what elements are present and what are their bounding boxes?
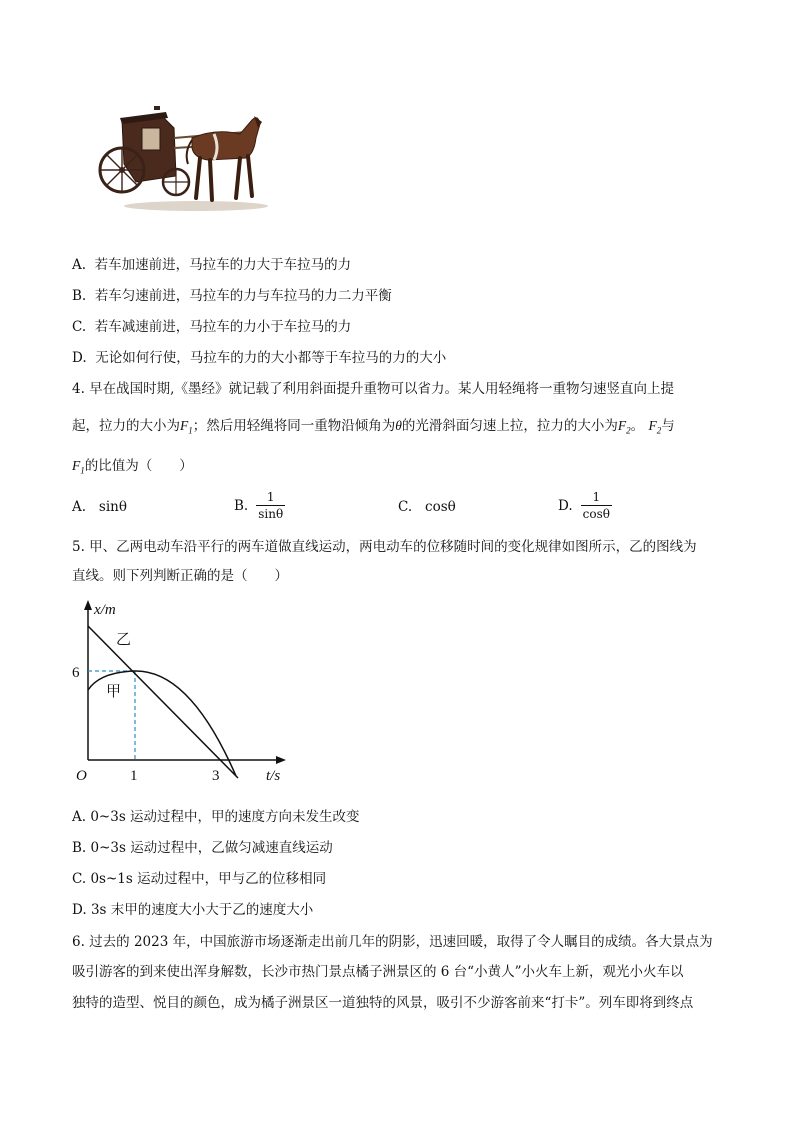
option-text: 若车匀速前进，马拉车的力与车拉马的力二力平衡 <box>94 288 392 304</box>
prev-option-b <box>72 287 392 305</box>
q4-text: 与 <box>661 418 675 434</box>
y-axis-label: x/m <box>94 602 116 618</box>
option-letter: A. <box>72 809 87 825</box>
option-letter: D. <box>72 350 87 366</box>
q4-text: 。 <box>630 418 645 434</box>
q4-text: 起，拉力的大小为 <box>72 418 180 434</box>
q4-stem-line3 <box>72 457 193 480</box>
symbol-f1: $F_1$ <box>180 418 193 436</box>
prev-option-c <box>72 318 351 336</box>
prev-option-a <box>72 256 351 274</box>
option-text: 若车加速前进，马拉车的力大于车拉马的力 <box>94 257 352 273</box>
option-letter: A. <box>72 499 87 515</box>
symbol-f2: $F_2$ <box>617 418 631 436</box>
q5-stem-line1: 5. 甲、乙两电动车沿平行的两车道做直线运动，两电动车的位移随时间的变化规律如图所示，乙的图线为 <box>72 539 697 555</box>
option-letter: B. <box>72 840 87 856</box>
curve-label-jia: 甲 <box>106 682 122 700</box>
option-text: 若车减速前进，马拉车的力小于车拉马的力 <box>94 319 352 335</box>
y-tick-label: 6 <box>72 665 80 681</box>
option-text: sinθ <box>98 499 127 515</box>
q5-stem-line2: 直线。则下列判断正确的是（ ） <box>72 568 288 584</box>
curve-label-yi: 乙 <box>116 630 132 648</box>
x-axis-label: t/s <box>266 768 281 784</box>
option-letter: C. <box>72 871 87 887</box>
x-tick-label: 1 <box>130 768 138 784</box>
q4-option-a <box>72 499 127 515</box>
option-letter: C. <box>72 319 87 335</box>
q4-stem-line1: 4. 早在战国时期,《墨经》就记载了利用斜面提升重物可以省力。某人用轻绳将一重物匀速竖直向上提 <box>72 381 674 397</box>
q6-stem-line3: 独特的造型、悦目的颜色，成为橘子洲景区一道独特的风景，吸引不少游客前来“打卡”。列车即将到终点 <box>72 995 694 1011</box>
fraction: $\frac{1}{\cos\theta}$ <box>582 490 610 521</box>
q4-option-c <box>398 499 456 515</box>
option-text: 无论如何行使，马拉车的力的大小都等于车拉马的力的大小 <box>95 350 447 366</box>
q5-option-b <box>72 839 333 857</box>
symbol-f2: $F_2$ <box>648 418 662 436</box>
option-text: cosθ <box>425 499 456 515</box>
q4-text: 的光滑斜面匀速上拉，拉力的大小为 <box>401 418 618 434</box>
option-letter: B. <box>72 288 87 304</box>
q4-option-d <box>558 490 612 522</box>
prev-option-d <box>72 349 446 367</box>
q4-text: ；然后用轻绳将同一重物沿倾角为 <box>192 418 396 434</box>
symbol-f1: $F_1$ <box>72 458 85 476</box>
x-axis-arrow <box>276 756 286 764</box>
q4-text: 的比值为（ ） <box>84 458 193 474</box>
origin-label: O <box>76 768 87 784</box>
x-t-graph <box>70 598 300 784</box>
y-axis-arrow <box>84 600 92 610</box>
q4-option-b <box>234 490 285 522</box>
q6-stem-line2: 吸引游客的到来使出浑身解数，长沙市热门景点橘子洲景区的 6 台“小黄人”小火车上新，观光小火车以 <box>72 964 684 980</box>
line-yi <box>88 626 238 778</box>
q5-option-a <box>72 808 360 826</box>
option-text: 3s 末甲的速度大小大于乙的速度大小 <box>90 902 314 918</box>
q4-options <box>72 490 732 530</box>
option-letter: D. <box>72 902 87 918</box>
option-text: 0~3s 运动过程中，乙做匀减速直线运动 <box>90 840 333 856</box>
option-text: 0~3s 运动过程中，甲的速度方向未发生改变 <box>90 809 360 825</box>
q6-stem-line1: 6. 过去的 2023 年，中国旅游市场逐渐走出前几年的阴影，迅速回暖，取得了令人瞩目的成绩。各大景点为 <box>72 934 713 950</box>
option-letter: A. <box>72 257 87 273</box>
fraction: $\frac{1}{\sin\theta}$ <box>258 490 284 521</box>
option-letter: D. <box>558 498 573 514</box>
q5-option-d <box>72 901 313 919</box>
q4-stem-line2 <box>72 417 675 440</box>
symbol-theta: θ <box>395 418 402 433</box>
option-letter: C. <box>398 499 413 515</box>
x-tick-label: 3 <box>212 768 220 784</box>
horse-carriage-illustration <box>96 98 272 216</box>
q5-option-c <box>72 870 326 888</box>
option-text: 0s~1s 运动过程中，甲与乙的位移相同 <box>90 871 327 887</box>
option-letter: B. <box>234 498 249 514</box>
